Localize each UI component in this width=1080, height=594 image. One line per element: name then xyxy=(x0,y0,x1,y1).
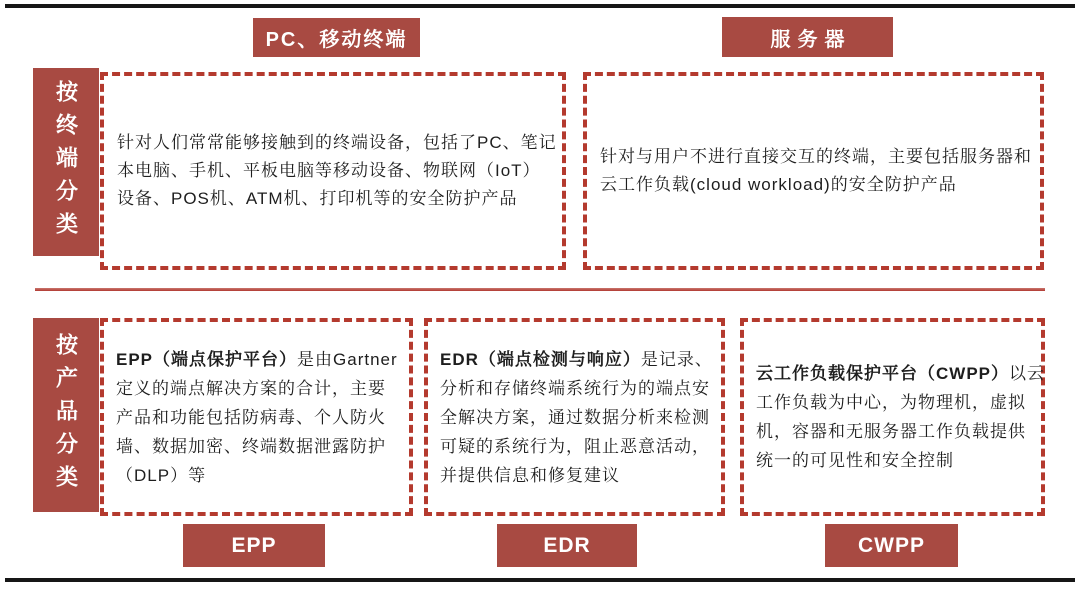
edr-box-text-line: 可疑的系统行为，阻止恶意活动， xyxy=(440,436,710,456)
cwpp-box-text-line: 机，容器和无服务器工作负载提供 xyxy=(756,422,1026,441)
epp-description-box xyxy=(100,318,413,516)
edr-title: EDR（端点检测与响应） xyxy=(440,349,641,369)
edr-title-rest: 是记录、 xyxy=(640,349,713,369)
pc-box-text-line: 针对人们常常能够接触到的终端设备，包括了PC、笔记 xyxy=(117,133,557,152)
pc-terminal-description-box xyxy=(100,72,566,270)
cwpp-box-text-line: 工作负载为中心，为物理机，虚拟 xyxy=(756,393,1026,412)
epp-box-text-line: （DLP）等 xyxy=(116,465,207,485)
pc-box-text-line: 本电脑、手机、平板电脑等移动设备、物联网（IoT） xyxy=(117,161,541,180)
epp-box-text-line xyxy=(116,345,397,374)
bottom-border-line xyxy=(5,578,1075,582)
edr-box-text-line xyxy=(440,345,713,374)
edr-badge: EDR xyxy=(497,524,637,567)
edr-box-text-line: 并提供信息和修复建议 xyxy=(440,465,620,485)
edr-box-text-line: 分析和存储终端系统行为的端点安 xyxy=(440,378,710,398)
cwpp-title-rest: 以云 xyxy=(1009,364,1045,383)
epp-badge: EPP xyxy=(183,524,325,567)
epp-box-text-line: 定义的端点解决方案的合计，主要 xyxy=(116,378,386,398)
cwpp-badge: CWPP xyxy=(825,524,958,567)
section-divider-line xyxy=(35,288,1045,291)
cwpp-box-text-line: 统一的可见性和安全控制 xyxy=(756,451,954,470)
edr-description-box xyxy=(424,318,725,516)
server-box-text-line: 针对与用户不进行直接交互的终端，主要包括服务器和 xyxy=(600,147,1032,166)
server-badge: 服务器 xyxy=(722,17,893,57)
cwpp-box-text-line xyxy=(756,359,1045,388)
server-box-text-line: 云工作负载(cloud workload)的安全防护产品 xyxy=(600,175,957,194)
server-terminal-description-box xyxy=(583,72,1044,270)
edr-box-text-line: 全解决方案，通过数据分析来检测 xyxy=(440,407,710,427)
epp-box-text-line: 产品和功能包括防病毒、个人防火 xyxy=(116,407,386,427)
epp-title: EPP（端点保护平台） xyxy=(116,349,298,369)
terminal-category-label: 按终端分类 xyxy=(33,68,99,256)
cwpp-title: 云工作负载保护平台（CWPP） xyxy=(756,364,1009,383)
epp-box-text-line: 墙、数据加密、终端数据泄露防护 xyxy=(116,436,386,456)
pc-box-text-line: 设备、POS机、ATM机、打印机等的安全防护产品 xyxy=(117,189,518,208)
cwpp-description-box xyxy=(740,318,1045,516)
pc-mobile-terminal-badge: PC、移动终端 xyxy=(253,18,420,57)
top-border-line xyxy=(5,4,1075,8)
epp-title-rest: 是由Gartner xyxy=(297,349,398,369)
product-category-label: 按产品分类 xyxy=(33,318,99,512)
